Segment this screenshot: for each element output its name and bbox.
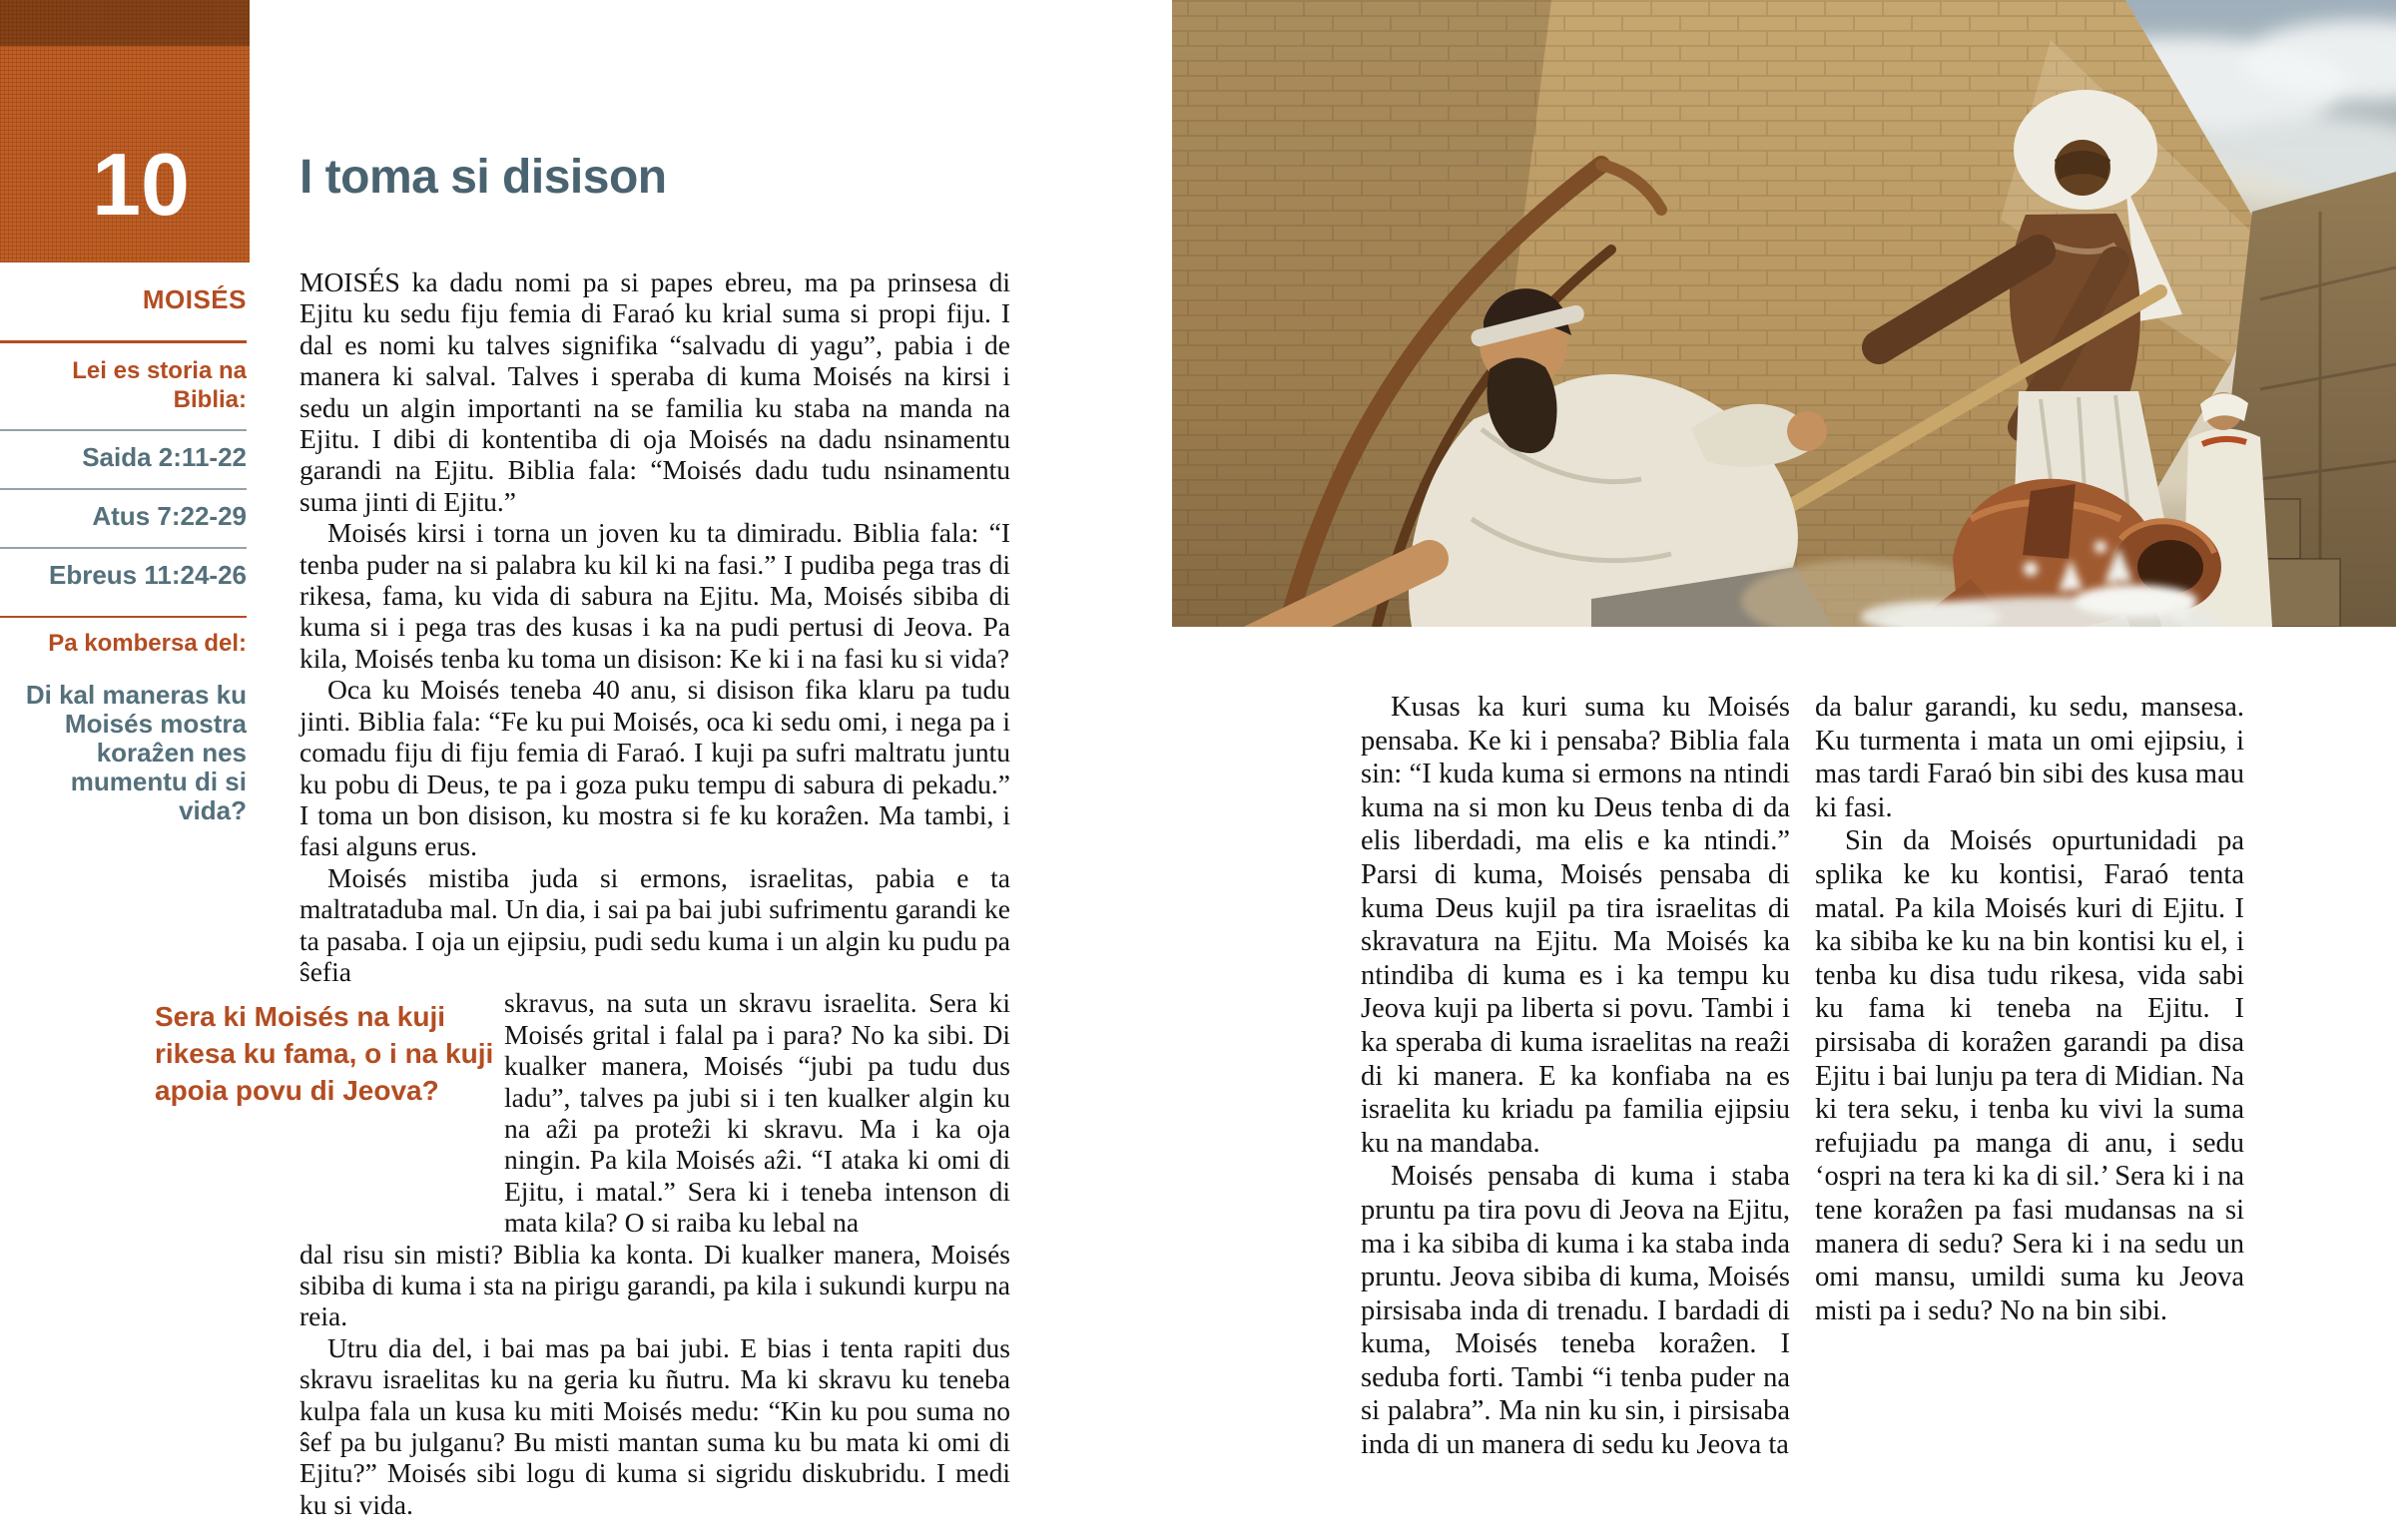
sidebar-rule-gray bbox=[0, 547, 247, 549]
article-body bbox=[300, 150, 1010, 1520]
article-paragraph: MOISÉS ka dadu nomi pa si papes ebreu, ma pa prinsesa di Ejitu ku sedu fiju femia di Faraó ku krial suma si propi fiju. I dal es nomi ku talves signifika “salvadu di yagu”, pabia i de manera ki salval. Talves i speraba di kuma Moisés na kirsi i sedu un algin importanti na se familia ku staba na manda na Ejitu. I dibi di kontentiba di oja Moisés na dadu nsinamentu garandi na Ejitu. Biblia fala: “Moisés dadu tudu nsinamentu suma jinti di Ejitu.” bbox=[300, 266, 1010, 517]
article-paragraph: Moisés pensaba di kuma i staba pruntu pa tira povu di Jeova na Ejitu, ma i ka sibiba di kuma i ka staba inda pruntu. Jeova sibiba di kuma, Moisés pirsisaba inda di trenadu. I bardadi di kuma, Moisés teneba koraẑen. I seduba forti. Tambi “i tenba puder na si palabra”. Ma nin ku sin, i pirsisaba inda di un manera di sedu ku Jeova ta bbox=[1361, 1161, 1790, 1461]
illustration-moses-scene bbox=[1172, 0, 2396, 627]
scripture-ref: Ebreus 11:24-26 bbox=[48, 560, 247, 590]
sidebar-rule-gray bbox=[0, 488, 247, 490]
article-paragraph: dal risu sin misti? Biblia ka konta. Di kualker manera, Moisés sibiba di kuma i sta na pirigu garandi, pa kila i sukundi kurpu na reia. bbox=[300, 1238, 1010, 1332]
article-paragraph: da balur garandi, ku sedu, mansesa. Ku turmenta i mata un omi ejipsiu, i mas tardi Faraó bin sibi des kusa mau ki fasi. bbox=[1815, 692, 2244, 823]
chapter-number: 10 bbox=[92, 135, 190, 234]
chapter-block bbox=[0, 0, 250, 262]
sidebar-rule-orange bbox=[0, 340, 247, 343]
article-paragraph: Moisés kirsi i torna un joven ku ta dimiradu. Biblia fala: “I tenba puder na si palabra ku kil ki na fasi.” I pudiba pega tras di rikesa, fama, ku vida di sabura na Ejitu. Ma, Moisés sibiba di kuma si i pega tras des kusas i ka na pudi pertusi di Jeova. Pa kila, Moisés tenba ku toma un disison: Ke ki i na fasi ku si vida? bbox=[300, 517, 1010, 674]
sidebar-rule-gray bbox=[0, 429, 247, 431]
article-paragraph: Moisés mistiba juda si ermons, israelitas, pabia e ta maltrataduba mal. Un dia, i sai pa bai jubi sufrimentu garandi ke ta pasaba. I oja un ejipsiu, pudi sedu kuma i un algin ku pudu pa ŝefia bbox=[300, 861, 1010, 987]
discussion-question: Di kal maneras ku Moisés mostra koraẑen nes mumentu di si vida? bbox=[25, 680, 247, 825]
article-paragraph: Utru dia del, i bai mas pa bai jubi. E bias i tenta rapiti dus skravu israelitas ku na geria ku ñutru. Ma ki skravu ku teneba kulpa fala un kusa ku miti Moisés medu: “Kin ku pou suma no ŝef pa bu julganu? Bu misti mantan suma ku bu mata ki omi di Ejitu?” Moisés sibi logu di kuma si sigridu diskubridu. I medi ku si vida. bbox=[300, 1331, 1010, 1520]
article-title: I toma si disison bbox=[300, 151, 667, 204]
article-paragraph: Kusas ka kuri suma ku Moisés pensaba. Ke ki i pensaba? Biblia fala sin: “I kuda kuma si ermons na ntindi kuma na si mon ku Deus tenba di da elis liberdadi, ma elis e ka ntindi.” Parsi di kuma, Moisés pensaba di kuma Deus kujil pa tira israelitas di skravatura na Ejitu. Ma Moisés ka ntindiba di kuma es i ka tempu ku Jeova kuji pa liberta si povu. Tambi i ka speraba di kuma israelitas na reaẑi di ki manera. E ka konfiaba na es israelita ku kriadu pa familia ejipsiu ku na mandaba. bbox=[1361, 692, 1790, 1159]
illustration-svg bbox=[1172, 0, 2396, 627]
read-story-label: Lei es storia na Biblia: bbox=[72, 357, 247, 413]
sidebar bbox=[0, 262, 250, 825]
person-name: MOISÉS bbox=[142, 284, 247, 314]
discussion-label: Pa kombersa del: bbox=[48, 630, 247, 657]
article-paragraph: Sin da Moisés opurtunidadi pa splika ke ku kontisi, Faraó tenta matal. Pa kila Moisés kuri di Ejitu. I ka sibiba ke ku na bin kontisi ku el, i tenba ku disa tudu rikesa, vida sabi ku fama ki teneba na Ejitu. I pirsisaba di koraẑen garandi pa disa Ejitu i bai lunju pa tera di Midian. Na ki tera seku, i tenba ku vivi la suma refujiadu pa manga di anu, i sedu ‘ospri na tera ki ka di sil.’ Sera ki i na tene koraẑen pa fasi mudansas na si manera di sedu? Sera ki i na sedu un omi mansu, umildi suma ku Jeova misti pa i sedu? No na bin sibi. bbox=[1815, 825, 2244, 1326]
article-paragraph-wrapped: skravus, na suta un skravu israelita. Sera ki Moisés grital i falal pa i para? No ka sibi. Di kualker manera, Moisés “jubi pa tudu dus ladu”, talves pa jubi si i ten kualker algin ku na aẑi pa proteẑi ki skravu. Ma i ka oja ningin. Pa kila Moisés aẑi. “I ataka ki omi di Ejitu, i matal.” Sera ki i teneba intenson di mata kila? O si raiba ku lebal na bbox=[504, 987, 1010, 1239]
scripture-ref: Atus 7:22-29 bbox=[92, 501, 247, 531]
pull-quote: Sera ki Moisés na kuji rikesa ku fama, o i na kuji apoia povu di Jeova? bbox=[155, 1001, 494, 1106]
sidebar-rule-orange bbox=[0, 616, 247, 618]
article-paragraph: Oca ku Moisés teneba 40 anu, si disison fika klaru pa tudu jinti. Biblia fala: “Fe ku pui Moisés, oca ki sedu omi, i nega pa i comadu fiju di fiju femia di Faraó. I kuji pa sufri maltratu juntu ku pobu di Deus, te pa i goza puku tempu di sabura di pekadu.” I toma un bon disison, ku mostra si fe ku koraẑen. Ma tambi, i fasi alguns erus. bbox=[300, 674, 1010, 862]
right-column-1 bbox=[1361, 691, 1790, 1462]
scripture-ref: Saida 2:11-22 bbox=[82, 442, 247, 472]
right-column-2 bbox=[1815, 691, 2244, 1327]
